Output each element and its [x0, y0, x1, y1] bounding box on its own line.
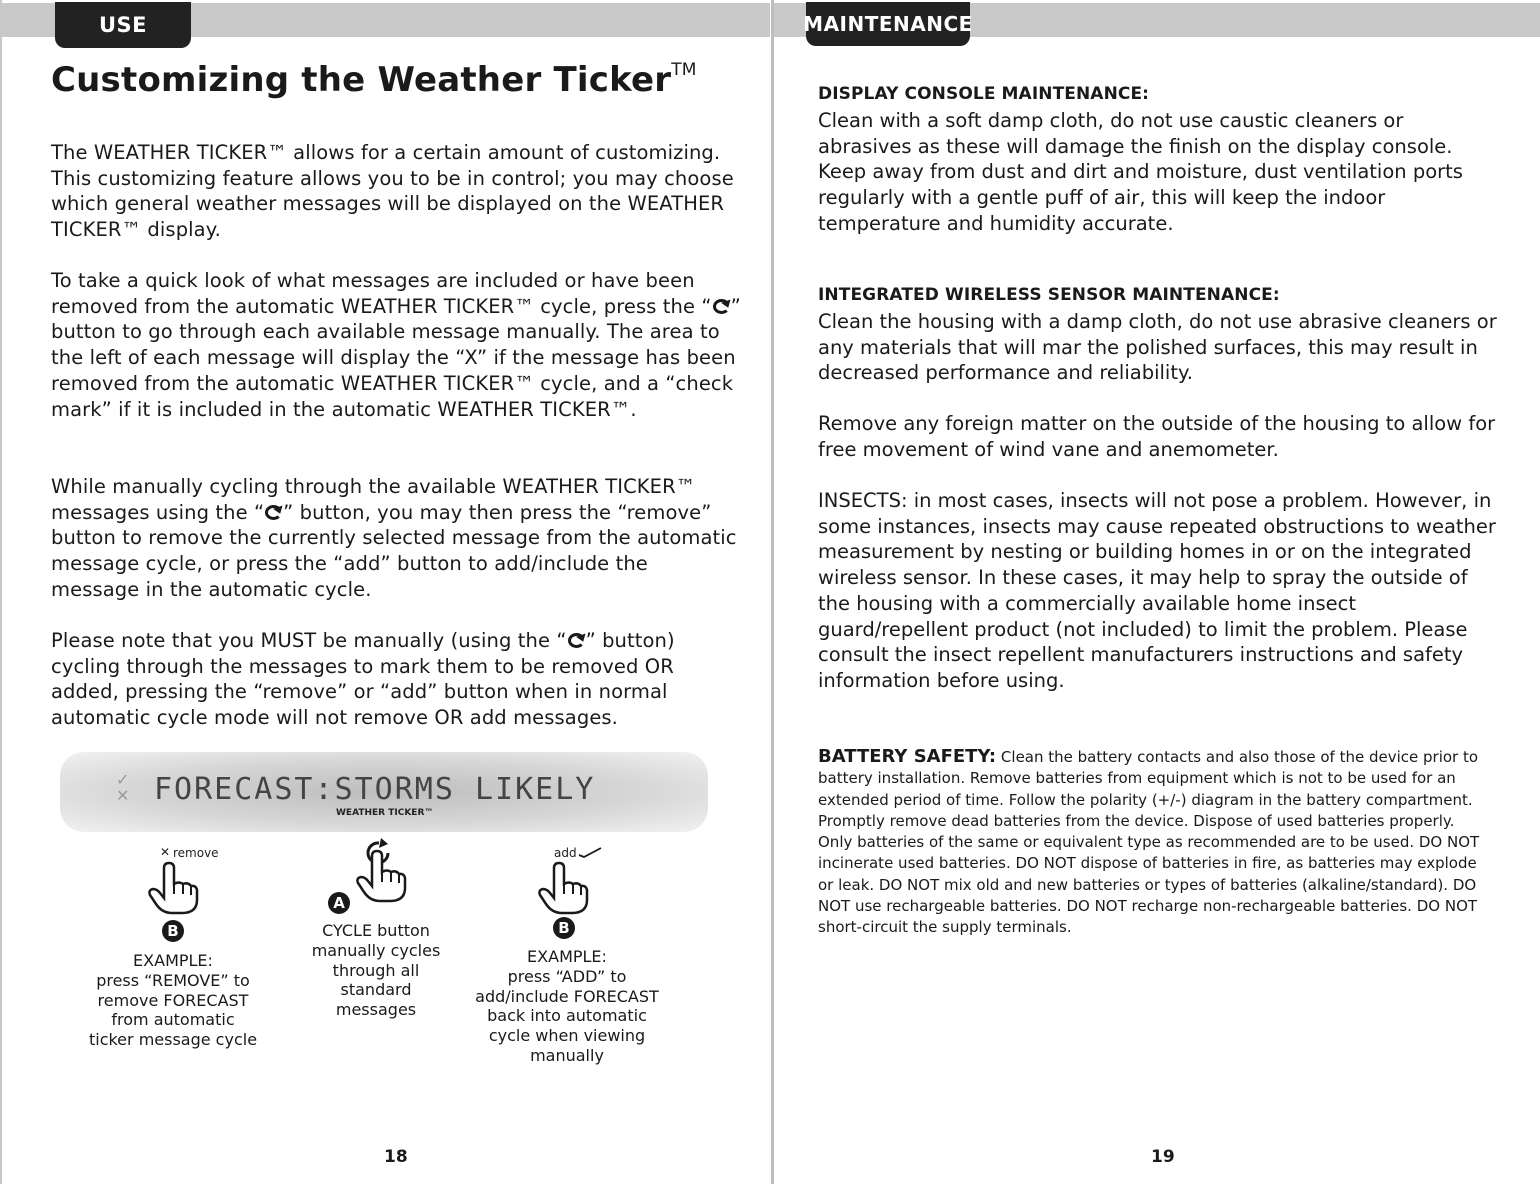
- cycle-button-caption: CYCLE button manually cycles through all standard messages: [311, 921, 441, 1020]
- sensor-maintenance-text: Clean the housing with a damp cloth, do not use abrasive cleaners or any materials that will mar the polished surfaces, this may result in decreased performance and reliability.: [818, 310, 1497, 385]
- text-part: To take a quick look of what messages are included or have been removed from the automatic WEATHER TICKER™ cycle, press the “: [51, 269, 712, 318]
- text-part: ” button) cycling through the messages to mark them to be removed OR added, pressing the “remove” or “add” button when in normal automatic cycle mode will not remove OR add messages.: [51, 629, 675, 730]
- foreign-matter-text: Remove any foreign matter on the outside of the housing to allow for free movement of wind vane and anemometer.: [818, 412, 1496, 461]
- note-paragraph: [51, 628, 741, 731]
- display-maintenance-heading: DISPLAY CONSOLE MAINTENANCE:: [818, 84, 1150, 104]
- section-tab-use: USE: [55, 2, 191, 48]
- cycle-icon: [265, 505, 282, 520]
- quick-look-paragraph: [51, 268, 741, 422]
- trademark-mark: TM: [671, 60, 697, 80]
- callout-b-left: B: [162, 920, 184, 942]
- battery-safety-paragraph: [818, 746, 1490, 939]
- cycle-icon: [713, 299, 730, 314]
- page-19: [774, 0, 1540, 1184]
- add-example-caption: EXAMPLE: press “ADD” to add/include FORECAST back into automatic cycle when viewing manually: [475, 947, 659, 1065]
- check-x-marks-icon: ✓ ✕: [116, 770, 130, 805]
- page-title: [51, 60, 697, 100]
- remove-example-caption: EXAMPLE: press “REMOVE” to remove FORECAST from automatic ticker message cycle: [88, 951, 258, 1050]
- text-part: ” button, you may then press the “remove” button to remove the currently selected message from the automatic message cycle, or press the “add” button to add/include the message in the automatic cycle.: [51, 500, 737, 601]
- add-label: add: [554, 846, 577, 860]
- manual-cycle-paragraph: [51, 474, 741, 603]
- callout-a: A: [328, 892, 350, 914]
- text-part: Please note that you MUST be manually (using the “: [51, 629, 567, 652]
- remove-label: remove: [173, 846, 219, 860]
- battery-safety-heading: BATTERY SAFETY:: [818, 746, 997, 767]
- page-number: 19: [1151, 1147, 1175, 1167]
- intro-paragraph: The WEATHER TICKER™ allows for a certain amount of customizing. This customizing feature allows you to be in control; you may choose which general weather messages will be displayed on the WEATHER TICKER™ display.: [51, 141, 734, 242]
- ticker-display-label: WEATHER TICKER™: [336, 808, 434, 818]
- callout-b-right: B: [553, 917, 575, 939]
- insects-text: INSECTS: in most cases, insects will not pose a problem. However, in some instances, insects may cause repeated obstructions to weather measurement by nesting or building homes in or on the integrated wireless sensor. In these cases, it may help to spray the outside of the housing with a commercially available home insect guard/repellent product (not included) to limit the problem. Please consult the insect repellent manufacturers instructions and safety information before using.: [818, 489, 1496, 692]
- cycle-icon: [568, 633, 585, 648]
- page-number: 18: [384, 1147, 408, 1167]
- ticker-display-text: FORECAST:STORMS LIKELY: [154, 772, 596, 807]
- display-maintenance-text: Clean with a soft damp cloth, do not use caustic cleaners or abrasives as these will damage the finish on the display console. Keep away from dust and dirt and moisture, dust ventilation ports regularly with a gentle puff of air, this will keep the indoor temperature and humidity accurate.: [818, 109, 1463, 235]
- battery-safety-text: Clean the battery contacts and also those of the device prior to battery installation. Remove batteries from equipment which is not to be used for an extended period of time. Follow the polarity (+/-) diagram in the battery compartment. Promptly remove dead batteries from the device. Dispose of used batteries properly. Only batteries of the same or equivalent type as recommended are to be used. DO NOT incinerate used batteries. DO NOT dispose of batteries in fire, as batteries may explode or leak. DO NOT mix old and new batteries or types of batteries (alkaline/standard). DO NOT use rechargeable batteries. DO NOT recharge non-rechargeable batteries. DO NOT short-circuit the supply terminals.: [818, 748, 1480, 937]
- pointing-hand-icon: [146, 860, 202, 916]
- text-part: ” button to go through each available message manually. The area to the left of each message will display the “X” if the message has been removed from the automatic WEATHER TICKER™ cycle, and a “check mark” if it is included in the automatic WEATHER TICKER™.: [51, 294, 741, 421]
- sensor-maintenance-heading: INTEGRATED WIRELESS SENSOR MAINTENANCE:: [818, 285, 1280, 305]
- text-part: While manually cycling through the available WEATHER TICKER™ messages using the “: [51, 475, 696, 524]
- x-mark-icon: ✕: [160, 845, 171, 859]
- section-tab-maintenance: MAINTENANCE: [806, 2, 970, 46]
- pointing-hand-icon: [536, 860, 592, 916]
- check-mark-icon: [578, 846, 602, 858]
- title-text: Customizing the Weather Ticker: [51, 60, 672, 100]
- pointing-hand-icon: [354, 848, 410, 904]
